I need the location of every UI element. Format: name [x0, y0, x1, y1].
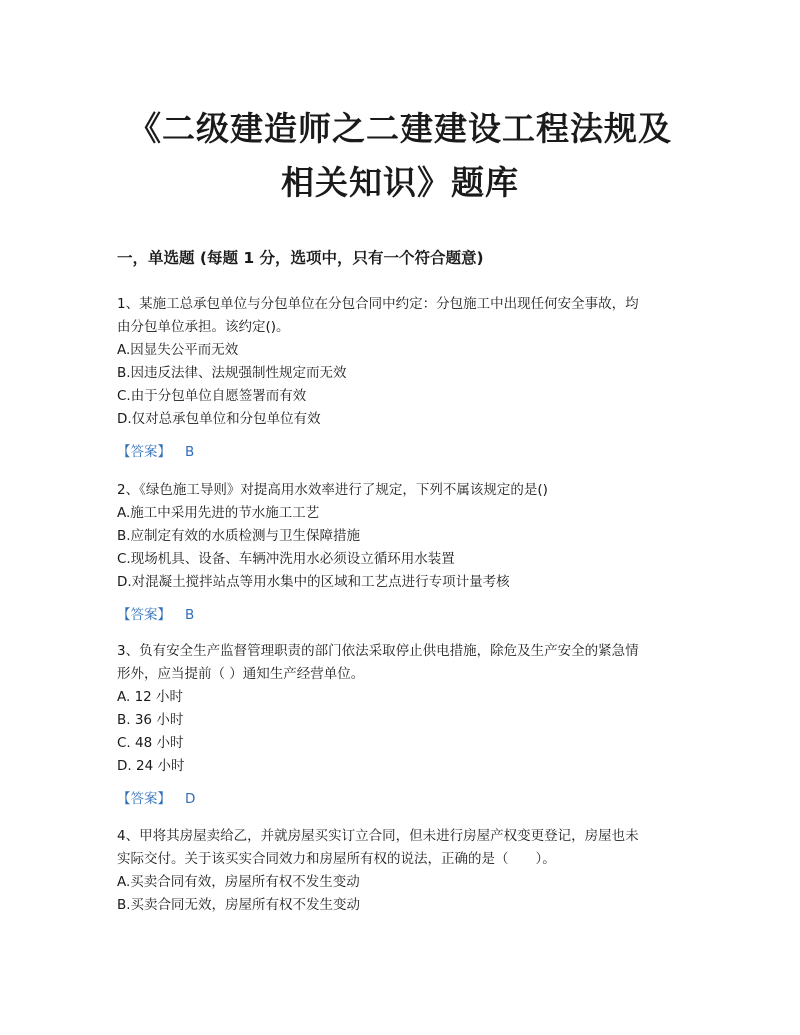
question-stem: 形外，应当提前（ ）通知生产经营单位。 [117, 666, 365, 682]
answer-label: 【答案】 [117, 444, 171, 460]
option-b: B.应制定有效的水质检测与卫生保障措施 [117, 528, 361, 544]
question-4 [117, 825, 677, 917]
answer-value: B [185, 444, 195, 460]
option-d: D. 24 小时 [117, 758, 185, 774]
option-c: C.由于分包单位自愿签署而有效 [117, 388, 307, 404]
option-c: C.现场机具、设备、车辆冲洗用水必须设立循环用水装置 [117, 551, 455, 567]
title-line-1: 《二级建造师之二建建设工程法规及 [128, 109, 672, 148]
section-heading: 一，单选题 (每题 1 分，选项中，只有一个符合题意) [117, 249, 484, 267]
answer-1 [117, 441, 194, 464]
question-stem: 4、甲将其房屋卖给乙，并就房屋买实订立合同，但未进行房屋产权变更登记，房屋也未 [117, 828, 639, 844]
question-stem: 3、负有安全生产监督管理职责的部门依法采取停止供电措施，除危及生产安全的紧急情 [117, 643, 639, 659]
option-c: C. 48 小时 [117, 735, 184, 751]
question-stem: 1、某施工总承包单位与分包单位在分包合同中约定：分包施工中出现任何安全事故，均 [117, 296, 639, 312]
option-b: B.买卖合同无效，房屋所有权不发生变动 [117, 897, 361, 913]
option-b: B. 36 小时 [117, 712, 184, 728]
option-a: A.施工中采用先进的节水施工工艺 [117, 505, 320, 521]
question-stem: 2、《绿色施工导则》对提高用水效率进行了规定，下列不属该规定的是() [117, 482, 548, 498]
title-line-2: 相关知识》题库 [281, 163, 519, 202]
question-stem: 实际交付。关于该买实合同效力和房屋所有权的说法，正确的是（ ）。 [117, 851, 556, 867]
answer-3 [117, 788, 195, 811]
question-stem: 由分包单位承担。该约定()。 [117, 319, 290, 335]
option-a: A.买卖合同有效，房屋所有权不发生变动 [117, 874, 360, 890]
answer-2 [117, 604, 194, 627]
question-1 [117, 293, 677, 431]
question-2 [117, 479, 677, 594]
option-a: A.因显失公平而无效 [117, 342, 239, 358]
question-3 [117, 640, 677, 778]
option-d: D.仅对总承包单位和分包单位有效 [117, 411, 321, 427]
answer-value: B [185, 607, 195, 623]
answer-label: 【答案】 [117, 607, 171, 623]
option-d: D.对混凝土搅拌站点等用水集中的区域和工艺点进行专项计量考核 [117, 574, 510, 590]
option-b: B.因违反法律、法规强制性规定而无效 [117, 365, 347, 381]
document-title [90, 102, 710, 210]
option-a: A. 12 小时 [117, 689, 184, 705]
answer-label: 【答案】 [117, 791, 171, 807]
answer-value: D [185, 791, 196, 807]
